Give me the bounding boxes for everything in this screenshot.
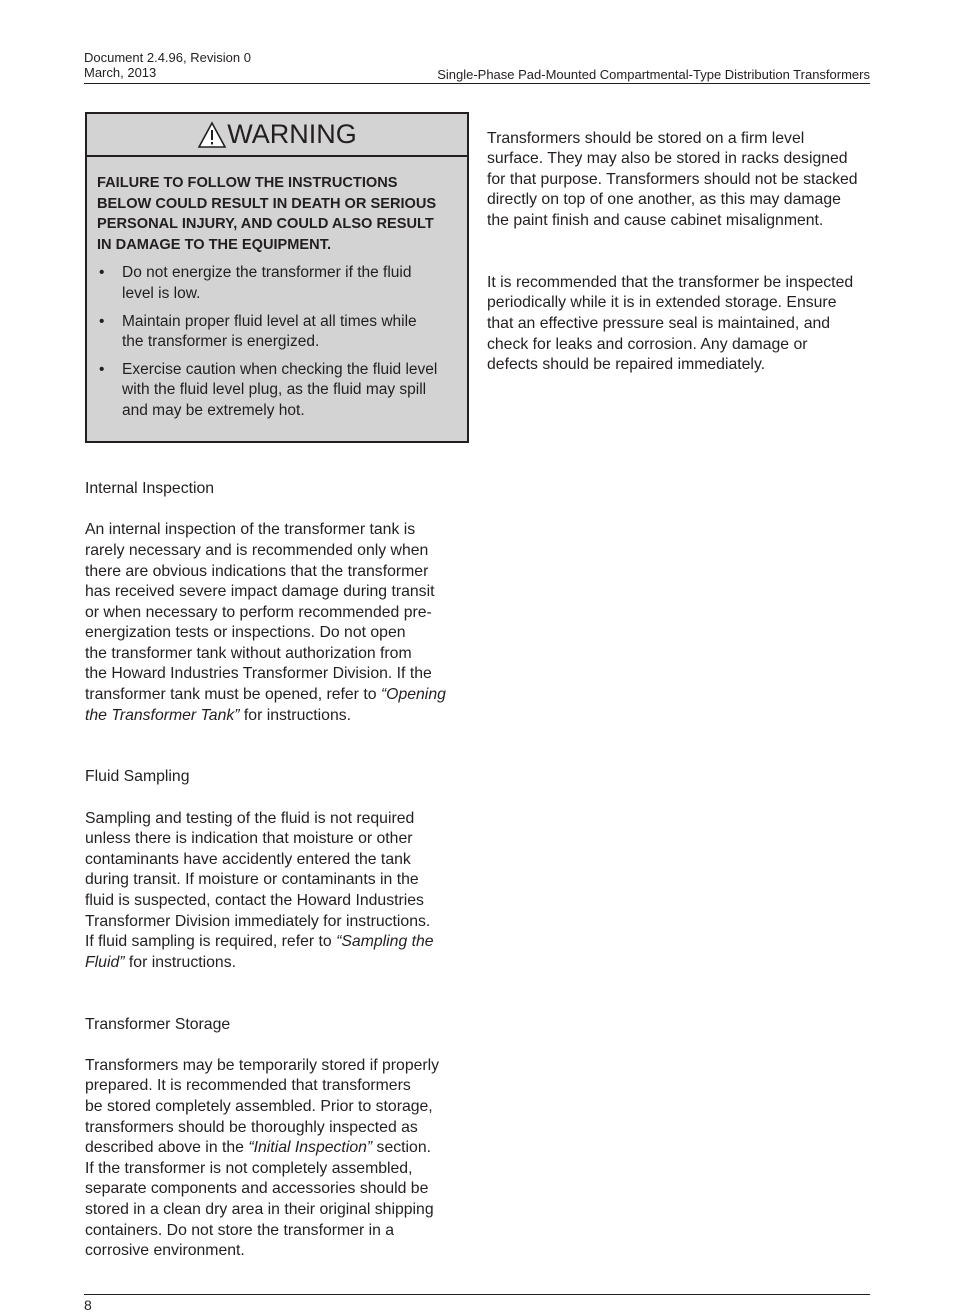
fluid-sampling-text xyxy=(85,809,485,974)
section-reference: “Opening the Transformer Tank” xyxy=(85,686,446,724)
doc-date: March, 2013 xyxy=(84,65,157,80)
warning-statement: FAILURE TO FOLLOW THE INSTRUCTIONS BELOW COULD RESULT IN DEATH OR SERIOUS PERSONAL INJURY, AND COULD ALSO RESULT IN DAMAGE TO THE EQUIPMENT. xyxy=(97,175,437,253)
header-rule xyxy=(84,83,870,84)
warning-title: WARNING xyxy=(227,119,357,149)
internal-inspection-text xyxy=(85,520,485,726)
section-heading-transformer-storage: Transformer Storage xyxy=(85,1015,231,1033)
warning-triangle-icon xyxy=(197,121,227,149)
doc-number: Document 2.4.96, Revision 0 xyxy=(84,50,251,65)
warning-bullet: • Maintain proper fluid level at all times while the transformer is energized. xyxy=(97,312,459,353)
footer xyxy=(84,1294,870,1313)
body-text: Sampling and testing of the fluid is not required unless there is indication that moisture or other contaminants have accidently entered the tank during transit. If moisture or contaminants in the fluid is suspected, contact the Howard Industries Transformer Division immediately for instructions. If fluid sampling is required, refer to xyxy=(85,809,431,951)
warning-bullet: • Exercise caution when checking the fluid level with the fluid level plug, as the fluid may spill and may be extremely hot. xyxy=(97,360,459,422)
storage-inspection-text: It is recommended that the transformer be inspected periodically while it is in extended storage. Ensure that an effective pressure seal is maintained, and check for leaks and corrosion. Any damage or defects should be repaired immediately. xyxy=(487,273,854,374)
body-text: section. If the transformer is not completely assembled, separate components and accessories should be stored in a clean dry area in their original shipping containers. Do not store the transformer in a corrosive environment. xyxy=(85,1139,434,1260)
warning-list xyxy=(97,263,459,421)
warning-header xyxy=(87,114,467,157)
section-reference: “Initial Inspection” xyxy=(248,1139,373,1157)
right-column xyxy=(487,108,927,417)
doc-title: Single-Phase Pad-Mounted Compartmental-Type Distribution Transformers xyxy=(437,67,870,82)
left-column xyxy=(85,459,485,1283)
warning-box xyxy=(85,112,469,443)
body-text: for instructions. xyxy=(124,953,236,971)
body-text: for instructions. xyxy=(239,706,352,724)
section-reference: “Sampling the Fluid” xyxy=(85,933,434,971)
page-number: 8 xyxy=(84,1297,92,1313)
transformer-storage-text xyxy=(85,1056,485,1262)
section-heading-internal-inspection: Internal Inspection xyxy=(85,480,215,498)
warning-bullet: • Do not energize the transformer if the fluid level is low. xyxy=(97,263,459,304)
left-flow xyxy=(85,112,485,1282)
storage-surface-text: Transformers should be stored on a firm level surface. They may also be stored in racks designed for that purpose. Transformers should not be stacked directly on top of one another, as this may damage the paint finish and cause cabinet misalignment. xyxy=(487,129,858,229)
body-text: Transformers may be temporarily stored if properly prepared. It is recommended that transformers be stored completely assembled. Prior to storage, transformers should be thoroughly inspected as described above in the xyxy=(85,1056,440,1157)
body-text: An internal inspection of the transformer tank is rarely necessary and is recommended only when there are obvious indications that the transformer has received severe impact damage during transit or when necessary to perform recommended pre- energization tests or inspections. Do not open the transformer tank without authorization from the Howard Industries Transformer Division. If the transformer tank must be opened, refer to xyxy=(85,521,435,704)
section-heading-fluid-sampling: Fluid Sampling xyxy=(85,768,190,786)
